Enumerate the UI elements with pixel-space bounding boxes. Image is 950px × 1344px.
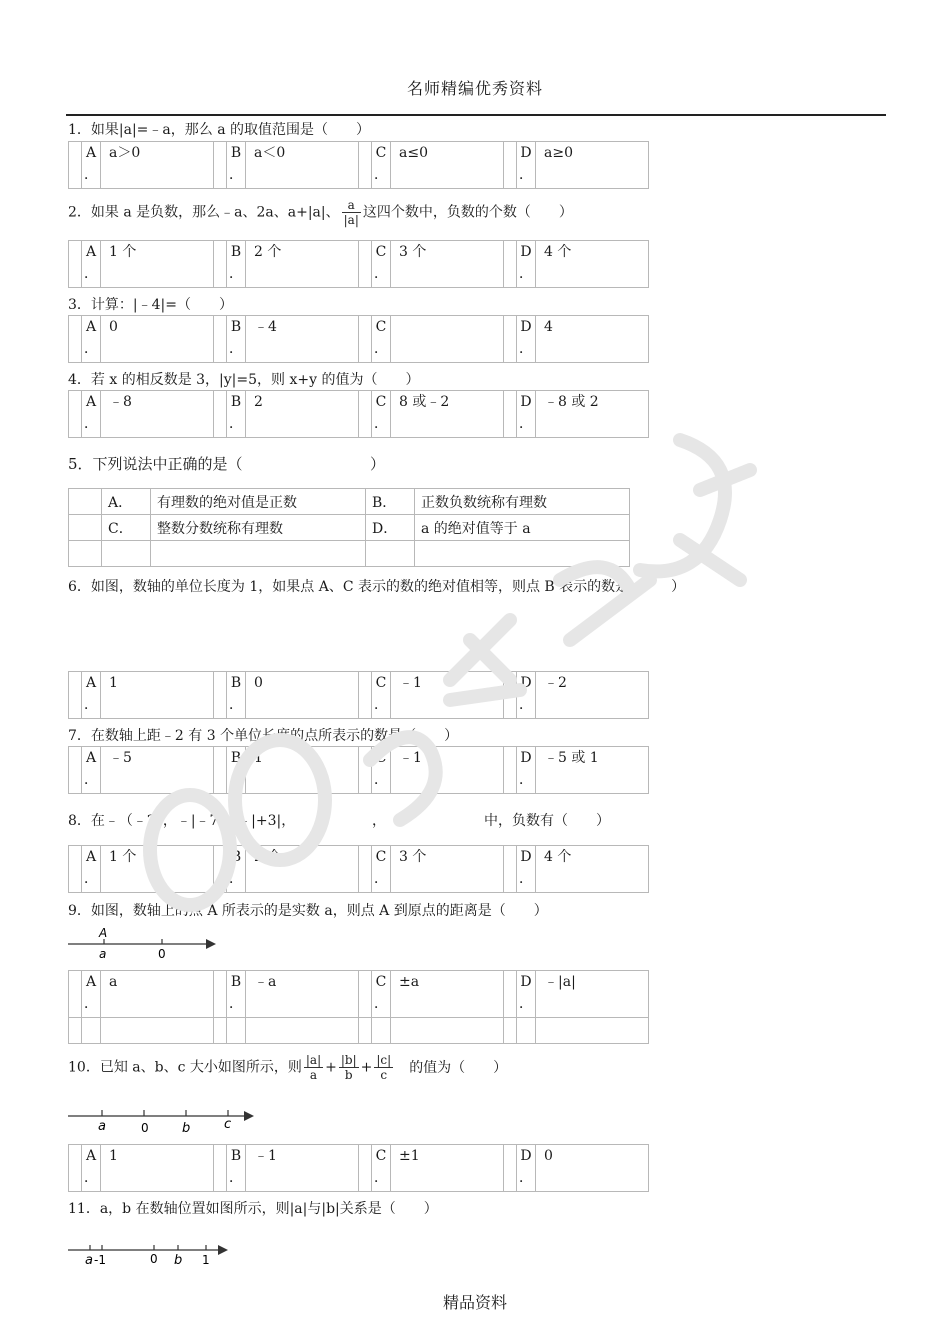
option-a-text[interactable]: a＞0	[101, 142, 214, 189]
option-c-letter[interactable]: C ．	[372, 1145, 391, 1192]
option-a-text[interactable]: 1 个	[101, 241, 214, 288]
option-b-letter[interactable]: B ．	[227, 316, 246, 363]
point-label-zero: 0	[158, 947, 166, 961]
question-2-options	[68, 240, 649, 288]
option-d-text[interactable]: ﹣|a|	[536, 971, 649, 1018]
option-a-text[interactable]: 0	[101, 316, 214, 363]
option-d-letter[interactable]: D ．	[517, 1145, 536, 1192]
point-label-a-upper: A	[99, 926, 108, 940]
point-label-a: a	[85, 1253, 93, 1268]
point-label-zero: 0	[141, 1121, 149, 1135]
option-c-letter[interactable]: C ．	[372, 672, 391, 719]
option-d-letter[interactable]: D ．	[517, 747, 536, 794]
option-d-text[interactable]: 4 个	[536, 846, 649, 893]
option-a-letter[interactable]: A ．	[82, 316, 101, 363]
question-6-stem: 6．如图，数轴的单位长度为 1，如果点 A、C 表示的数的绝对值相等，则点 B 表示的数是（ ）	[68, 579, 686, 595]
point-label-minus-one: -1	[94, 1253, 106, 1267]
question-10-stem: 10．已知 a、b、c 大小如图所示，则 $\frac{|a|}{a}$ + $\frac{|b|}{b}$ + $\frac{|c|}{c}$ 的值为（ ）	[68, 1053, 508, 1082]
option-b-letter[interactable]: B ．	[227, 391, 246, 438]
option-a-letter[interactable]: A ．	[82, 142, 101, 189]
option-c-letter[interactable]: C ．	[372, 241, 391, 288]
option-b-letter[interactable]: B ．	[227, 747, 246, 794]
option-c-letter[interactable]: C ．	[372, 971, 391, 1018]
page-footer: 精品资料	[442, 1293, 507, 1312]
option-b-text[interactable]: a＜0	[246, 142, 359, 189]
option-a-letter[interactable]: A ．	[82, 1145, 101, 1192]
option-c-text[interactable]: 8 或﹣2	[391, 391, 504, 438]
number-line-q9	[66, 922, 226, 962]
option-c-text[interactable]: 3 个	[391, 846, 504, 893]
option-c-text[interactable]: a≤0	[391, 142, 504, 189]
point-label-a: a	[98, 1119, 106, 1134]
question-8-stem-part-2: ，	[372, 813, 386, 829]
option-d-text[interactable]: 4 个	[536, 241, 649, 288]
question-4-stem: 4．若 x 的相反数是 3，|y|=5，则 x+y 的值为（ ）	[68, 372, 420, 388]
question-3-options	[68, 315, 649, 363]
question-8-stem-part-3: 中，负数有（ ）	[484, 813, 610, 829]
option-c-letter[interactable]: C ．	[372, 316, 391, 363]
question-6-options	[68, 671, 649, 719]
option-d-text[interactable]: 0	[536, 1145, 649, 1192]
option-a-text[interactable]: ﹣5	[101, 747, 214, 794]
question-7-stem: 7．在数轴上距﹣2 有 3 个单位长度的点所表示的数是（ ）	[68, 728, 459, 744]
point-label-one: 1	[202, 1253, 210, 1267]
option-d-letter[interactable]: D ．	[517, 142, 536, 189]
option-c-text[interactable]	[391, 316, 504, 363]
option-c-text[interactable]: 整数分数统称有理数	[151, 515, 366, 541]
question-2-stem: 2．如果 a 是负数，那么﹣a、2a、a+|a|、 $\frac{a}{|a|}$ 这四个数中，负数的个数（ ）	[68, 198, 573, 227]
option-d-letter[interactable]: D ．	[517, 846, 536, 893]
option-d-text[interactable]: ﹣8 或 2	[536, 391, 649, 438]
question-8-options	[68, 845, 649, 893]
point-label-c: c	[224, 1117, 232, 1132]
option-a-letter[interactable]: A ．	[82, 391, 101, 438]
number-line-q10	[66, 1098, 266, 1138]
option-d-text[interactable]: ﹣2	[536, 672, 649, 719]
question-11-stem: 11．a，b 在数轴位置如图所示，则|a|与|b|关系是（ ）	[68, 1201, 438, 1217]
option-a-text[interactable]: ﹣8	[101, 391, 214, 438]
title-rule	[66, 114, 886, 116]
option-c-letter[interactable]: C ．	[372, 391, 391, 438]
point-label-a: a	[99, 947, 107, 961]
option-a-text[interactable]: 1 个	[101, 846, 214, 893]
option-c-letter[interactable]: C．	[102, 515, 151, 541]
option-b-text[interactable]: ﹣a	[246, 971, 359, 1018]
option-c-letter[interactable]: C ．	[372, 846, 391, 893]
option-d-letter[interactable]: D ．	[517, 241, 536, 288]
option-b-letter[interactable]: B．	[366, 489, 415, 515]
option-a-text[interactable]: 有理数的绝对值是正数	[151, 489, 366, 515]
question-1-stem: 1．如果|a|=﹣a，那么 a 的取值范围是（ ）	[68, 122, 371, 138]
option-c-text[interactable]: ﹣1	[391, 747, 504, 794]
question-5-stem: 5．下列说法中正确的是（	[68, 455, 243, 473]
question-8-stem-part-1: 8．在﹣（﹣2），﹣|﹣7|，﹣|+3|，	[68, 813, 296, 829]
option-a-letter[interactable]: A．	[102, 489, 151, 515]
option-d-text[interactable]: a 的绝对值等于 a	[415, 515, 630, 541]
point-label-zero: 0	[150, 1252, 158, 1266]
option-c-letter[interactable]: C ．	[372, 142, 391, 189]
option-c-text[interactable]: ±1	[391, 1145, 504, 1192]
option-a-letter[interactable]: A ．	[82, 971, 101, 1018]
page-title: 名师精编优秀资料	[406, 79, 543, 98]
option-c-text[interactable]: 3 个	[391, 241, 504, 288]
fraction-abs-a-over-a: $\frac{|a|}{a}$	[305, 1053, 322, 1082]
fraction-abs-b-over-b: $\frac{|b|}{b}$	[340, 1053, 357, 1082]
option-b-text[interactable]: 正数负数统称有理数	[415, 489, 630, 515]
point-label-b: b	[174, 1253, 183, 1268]
option-d-text[interactable]: ﹣5 或 1	[536, 747, 649, 794]
option-d-text[interactable]: 4	[536, 316, 649, 363]
option-d-letter[interactable]: D ．	[517, 971, 536, 1018]
option-b-letter[interactable]: B ．	[227, 846, 246, 893]
option-a-text[interactable]: 1	[101, 672, 214, 719]
option-d-letter[interactable]: D ．	[517, 316, 536, 363]
option-b-text[interactable]: 2 个	[246, 241, 359, 288]
option-c-text[interactable]: ±a	[391, 971, 504, 1018]
option-a-text[interactable]: a	[101, 971, 214, 1018]
option-b-text[interactable]: ﹣4	[246, 316, 359, 363]
question-5-options	[68, 488, 630, 567]
option-b-letter[interactable]: B ．	[227, 1145, 246, 1192]
option-b-text[interactable]: 2	[246, 391, 359, 438]
option-b-letter[interactable]: B ．	[227, 241, 246, 288]
question-1-options	[68, 141, 649, 189]
option-a-text[interactable]: 1	[101, 1145, 214, 1192]
option-b-text[interactable]: 0	[246, 672, 359, 719]
question-3-stem: 3．计算：|﹣4|=（ ）	[68, 297, 233, 313]
question-5-close: ）	[370, 455, 386, 473]
question-4-options	[68, 390, 649, 438]
option-b-letter[interactable]: B ．	[227, 672, 246, 719]
option-a-letter[interactable]: A ．	[82, 846, 101, 893]
option-b-letter[interactable]: B ．	[227, 971, 246, 1018]
option-c-text[interactable]: ﹣1	[391, 672, 504, 719]
question-10-options	[68, 1144, 649, 1192]
option-b-text[interactable]: 1	[246, 747, 359, 794]
point-label-b: b	[182, 1121, 191, 1136]
option-a-letter[interactable]: A ．	[82, 747, 101, 794]
question-7-options	[68, 746, 649, 794]
question-9-options	[68, 970, 649, 1044]
number-line-q11	[66, 1236, 246, 1272]
option-b-letter[interactable]: B ．	[227, 142, 246, 189]
option-b-text[interactable]: 2 个	[246, 846, 359, 893]
option-b-text[interactable]: ﹣1	[246, 1145, 359, 1192]
option-c-letter[interactable]: C ．	[372, 747, 391, 794]
fraction-abs-c-over-c: $\frac{|c|}{c}$	[376, 1053, 392, 1082]
fraction-a-over-abs-a: $\frac{a}{|a|}$	[343, 198, 359, 227]
option-a-letter[interactable]: A ．	[82, 241, 101, 288]
option-d-text[interactable]: a≥0	[536, 142, 649, 189]
option-d-letter[interactable]: D．	[366, 515, 415, 541]
option-d-letter[interactable]: D ．	[517, 672, 536, 719]
option-d-letter[interactable]: D ．	[517, 391, 536, 438]
question-9-stem: 9．如图，数轴上的点 A 所表示的是实数 a，则点 A 到原点的距离是（ ）	[68, 903, 548, 919]
option-a-letter[interactable]: A ．	[82, 672, 101, 719]
